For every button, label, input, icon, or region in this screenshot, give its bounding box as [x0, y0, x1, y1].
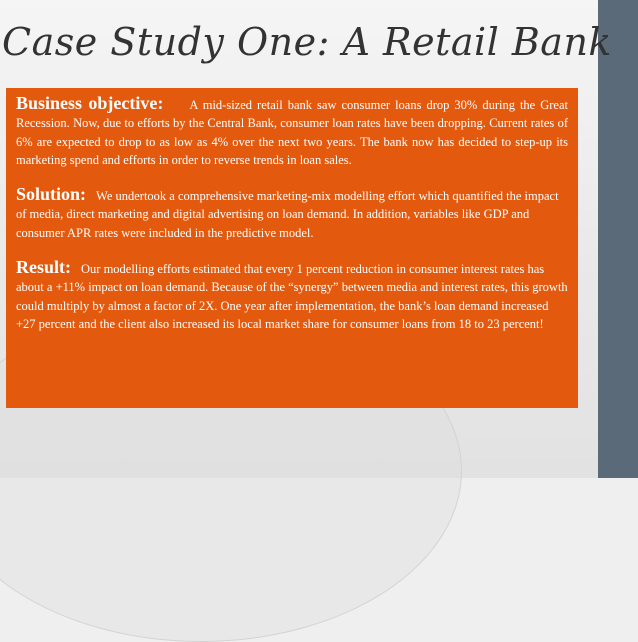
business-objective-heading: Business objective:	[16, 93, 164, 113]
solution-heading: Solution:	[16, 184, 87, 205]
business-objective-section	[16, 93, 568, 169]
business-objective-text: A mid-sized retail bank saw consumer loans drop 30% during the Great Recession. Now, due to efforts by the Central Bank, consumer loan rates have been dropping. Current rates of 6% are expected to drop to as low as 4% over the next two years. The bank now has decided to step-up its marketing spend and efforts in order to reverse trends in loan sales.	[16, 98, 568, 167]
result-text: Our modelling efforts estimated that every 1 percent reduction in consumer interest rates has about a +11% impact on loan demand. Because of the “synergy” between media and interest rates, this growth could multiply by almost a factor of 2X. One year after implementation, the bank’s loan demand increased +27 percent and the client also increased its local market share for consumer loans from 18 to 23 percent!	[16, 262, 568, 331]
solution-text: We undertook a comprehensive marketing-mix modelling effort which quantified the impact of media, direct marketing and digital advertising on loan demand. In addition, variables like GDP and consumer APR rates were included in the predictive model.	[16, 189, 559, 240]
result-heading: Result:	[16, 257, 71, 278]
slide-title: Case Study One: A Retail Bank	[2, 20, 612, 64]
solution-section	[16, 184, 568, 242]
case-study-content-box	[6, 88, 578, 408]
result-section	[16, 257, 568, 333]
